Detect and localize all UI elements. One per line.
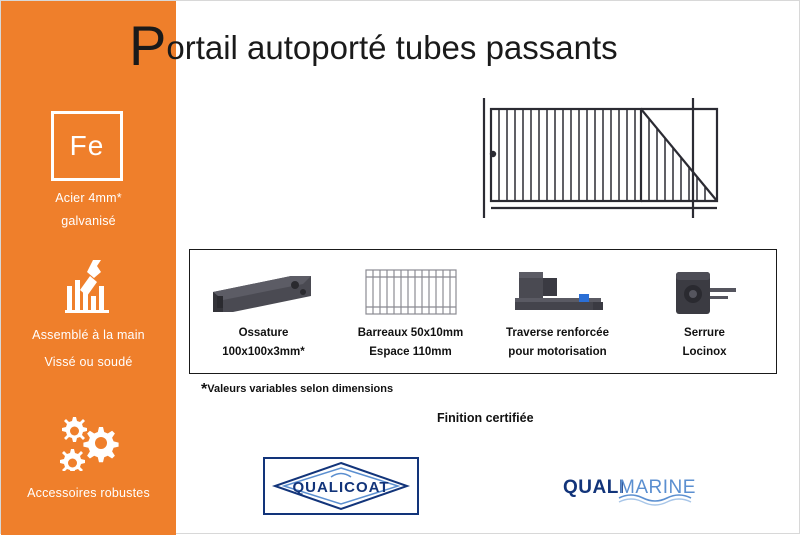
feature-traverse (484, 250, 631, 375)
visse-label: Vissé ou soudé (44, 355, 133, 369)
lock-icon (631, 262, 778, 324)
feature-traverse-line1: Traverse renforcée (506, 327, 609, 339)
feature-serrure (631, 250, 778, 375)
feature-serrure-line2: Locinox (682, 346, 727, 358)
feature-ossature-line1: Ossature (238, 327, 289, 339)
bars-grid-icon (337, 262, 484, 324)
material-badge (51, 111, 123, 181)
svg-text:QUALICOAT: QUALICOAT (292, 479, 390, 496)
feature-ossature-line2: 100x100x3mm* (222, 346, 305, 358)
feature-serrure-line1: Serrure (684, 327, 725, 339)
qualimarine-logo (561, 467, 711, 507)
feature-barreaux (337, 250, 484, 375)
feature-barreaux-line1: Barreaux 50x10mm (357, 327, 464, 339)
sidebar (1, 1, 176, 535)
footnote-text: Valeurs variables selon dimensions (207, 383, 394, 395)
wrench-icon (63, 256, 115, 314)
footnote-star: * (201, 381, 208, 398)
accessoires-label: Accessoires robustes (27, 486, 150, 500)
gears-icon (59, 413, 119, 471)
feature-barreaux-line2: Espace 110mm (369, 346, 452, 358)
page-title (129, 14, 618, 77)
acier-label: Acier 4mm* (55, 191, 122, 205)
feature-ossature (190, 250, 337, 375)
motor-rail-icon (484, 262, 631, 324)
footnote (201, 381, 393, 399)
frame-profile-icon (190, 262, 337, 324)
galvanise-label: galvanisé (61, 214, 116, 228)
feature-traverse-line2: pour motorisation (508, 346, 607, 358)
title-dropcap: P (129, 14, 167, 77)
svg-text:MARINE: MARINE (619, 477, 696, 498)
svg-text:QUALI: QUALI (563, 477, 625, 498)
title-text: ortail autoporté tubes passants (166, 29, 618, 66)
material-badge-label: Fe (69, 130, 105, 161)
qualicoat-logo (263, 457, 419, 515)
assemble-label: Assemblé à la main (32, 328, 145, 342)
finition-label: Finition certifiée (437, 411, 534, 425)
gate-illustration (471, 96, 739, 221)
features-box (189, 249, 777, 374)
